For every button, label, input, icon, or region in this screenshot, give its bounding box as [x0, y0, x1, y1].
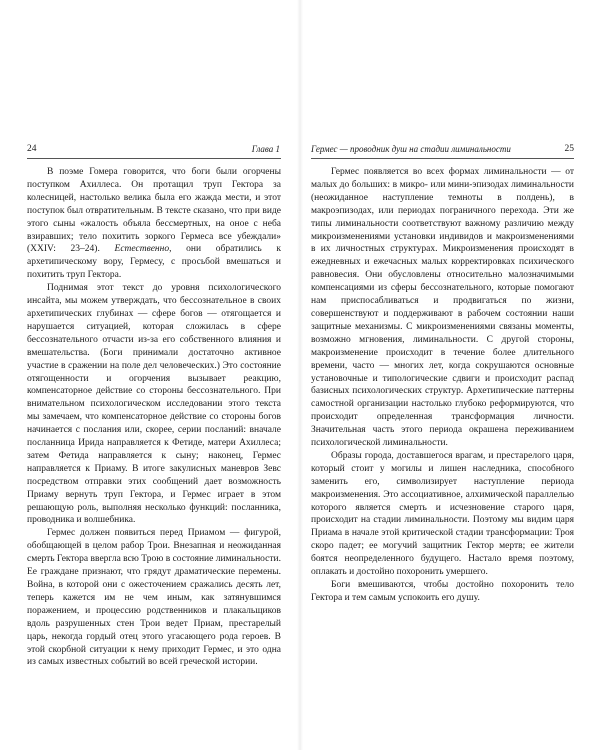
body-text — [311, 166, 574, 605]
page-number: 25 — [564, 144, 574, 154]
paragraph: Образы города, доставшегося врагам, и престарелого царя, который стоит у могилы и лишен наследника, способного заменить его, символизирует наступление периода макроизменения. Это ассоциативное, алхимической параллелью которого является смерть и исчезновение старого царя, происходит на стадии лиминальности. Поэтому мы видим царя Приама в начале этой критической стадии трансформации: Троя скоро падет; ее могучий защитник Гектор мертв; ее жители боятся неопределенного будущего. Настало время поэтому, оплакать и достойно похоронить умершего. — [311, 450, 574, 578]
header-rule — [311, 158, 574, 159]
header-rule — [27, 158, 281, 159]
emphasis: Естественно — [114, 244, 170, 255]
running-head: Гермес — проводник душ на стадии лиминальности — [311, 144, 511, 154]
paragraph: Гермес появляется во всех формах лиминальности — от малых до больших: в микро- или мини-эпизодах лиминальности (неожиданное наступление темноты в полдень), в макроэпизодах, или периодах пограничного перехода. Эти же типы лиминальности соответствуют важному различию между микроизменениями установки индивидов и макроизменениями в их личностных структурах. Микроизменения происходят в ежедневных и ежечасных малых корректировках психического равновесия. Они обусловлены относительно малозначимыми компенсациями из сферы бессознательного, которые помогают нам приспосабливаться и продвигаться по жизни, совершенствуют и поддерживают в рабочем состоянии наши защитные механизмы. С микроизменениями связаны моменты, возможно мгновения, лиминальности. С другой стороны, макроизменение происходит в течение более длительного времени, часто — многих лет, когда сокрушаются основные установочные и типологические сдвиги и происходит распад базисных психологических структур. Архетипические паттерны самостной организации настолько глубоко реформируются, что происходит определенная трансформация личности. Значительная часть этого периода окрашена переживанием психологической лиминальности. — [311, 167, 574, 449]
right-page — [300, 0, 600, 750]
paragraph-text: В поэме Гомера говорится, что боги были огорчены поступком Ахиллеса. Он протащил труп Гектора за колесницей, настолько велика была его жажда мести, и этот поступок был отвратительным. В тексте сказано, что при виде этого сыны «жалость объяла бессмертных, на оное с неба взиравших; тело похитить зоркого Гермеса все убеждали» (XXIV: 23–24). — [27, 167, 281, 255]
paragraph: Поднимая этот текст до уровня психологического инсайта, мы можем утверждать, что бессознательное в своих архетипических глубинах — сфере богов — отягощается и нарушается ситуацией, которая сложилась в сфере бессознательного отчасти из-за его собственного влияния и вмешательства. (Боги принимали достаточно активное участие в сражении на поле дел человеческих.) Это состояние отягощенности и огорчения вызывает реакцию, компенсаторное действие со стороны бессознательного. При внимательном психологическом исследовании этого текста мы замечаем, что компенсаторное действие со стороны богов начинается с послания или, скорее, серии посланий: вначале посланница Ирида направляется к Фетиде, матери Ахиллеса; затем Фетида направляется к сыну; наконец, Гермес направляется к Приаму. В итоге закулисных маневров Зевс посредством отправки этих сообщений дает возможность Приаму вернуть труп Гектора, и Гермес играет в этом решающую роль, выполняя несколько функций: посланника, проводника и волшебника. — [27, 283, 281, 526]
paragraph: Гермес должен появиться перед Приамом — фигурой, обобщающей в целом рабор Трои. Внезапная и неожиданная смерть Гектора ввергла всю Трою в состояние лиминальности. Ее граждане признают, что грядут драматические перемены. Война, в которой они с ожесточением сражались десять лет, теперь кажется им не чем иным, как затянувшимся поражением, и процессию родственников и плакальщиков вдоль разрушенных стен Трои ведет Приам, престарелый царь, некогда гордый отец этого угасающего рода героев. В этой скорбной ситуации к нему приходит Гермес, и это одна из самых известных событий во всей греческой истории. — [27, 528, 281, 668]
body-text — [27, 166, 281, 669]
paragraph: Боги вмешиваются, чтобы достойно похоронить тело Гектора и тем самым успокоить его душу. — [311, 580, 574, 603]
paragraph-text: , они обратились к архетипическому вору, Гермесу, с просьбой вмешаться и похитить труп Гектора. — [27, 244, 281, 281]
running-head: Глава 1 — [251, 144, 280, 154]
page-number: 24 — [27, 144, 37, 154]
paragraph — [27, 166, 281, 282]
